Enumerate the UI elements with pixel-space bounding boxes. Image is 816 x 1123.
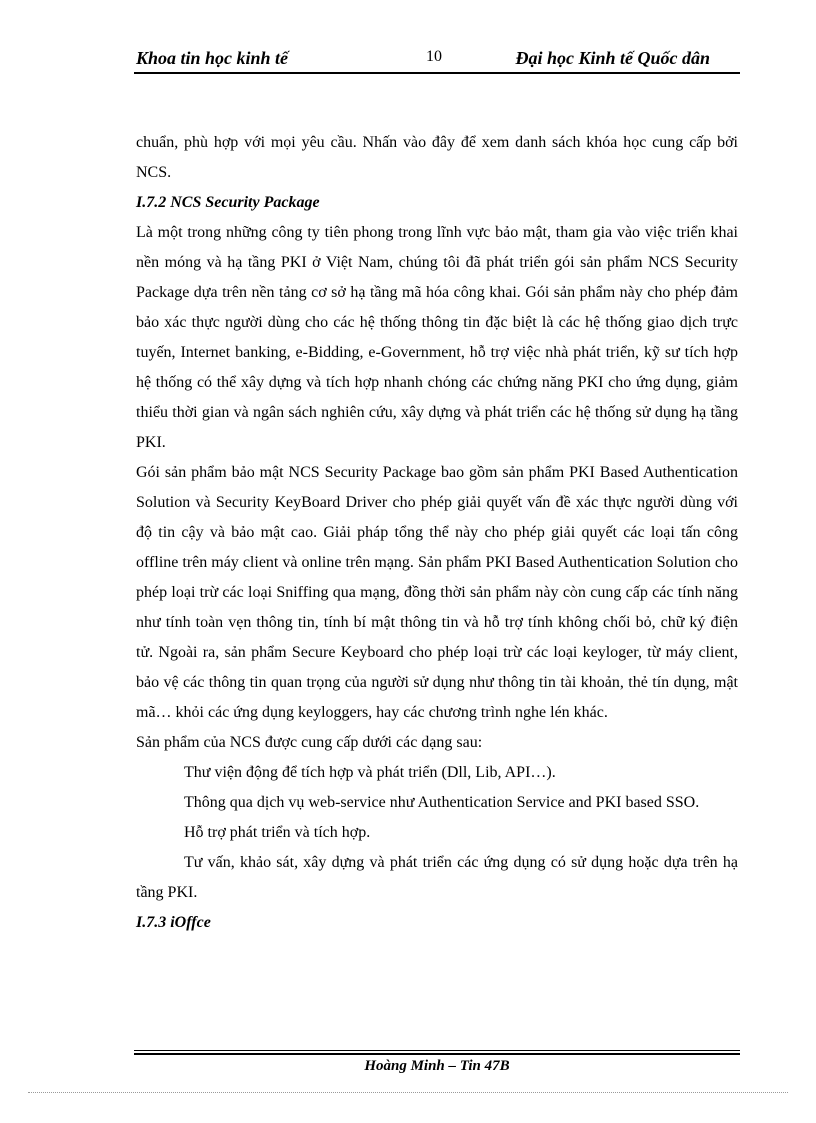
- footer-rule: [134, 1050, 740, 1055]
- section-heading-1-7-2: I.7.2 NCS Security Package: [136, 194, 320, 211]
- list-item: Tư vấn, khảo sát, xây dựng và phát triển các ứng dụng có sử dụng hoặc dựa trên hạ tầng PKI.: [136, 854, 738, 901]
- paragraph-intro: chuẩn, phù hợp với mọi yêu cầu. Nhấn vào đây để xem danh sách khóa học cung cấp bởi NCS.: [136, 134, 738, 181]
- paragraph-1: Là một trong những công ty tiên phong trong lĩnh vực bảo mật, tham gia vào việc triển khai nền móng và hạ tầng PKI ở Việt Nam, chúng tôi đã phát triển gói sản phẩm NCS Security Package dựa trên nền tảng cơ sở hạ tầng mã hóa công khai. Gói sản phẩm này cho phép đảm bảo xác thực người dùng cho các hệ thống thông tin đặc biệt là các hệ thống giao dịch trực tuyến, Internet banking, e-Bidding, e-Government, hỗ trợ việc nhà phát triển, kỹ sư tích hợp hệ thống có thể xây dựng và tích hợp nhanh chóng các chứng năng PKI cho ứng dụng, giảm thiểu thời gian và ngân sách nghiên cứu, xây dựng và phát triển các hệ thống sử dụng hạ tầng PKI.: [136, 224, 738, 451]
- section-heading-1-7-3: I.7.3 iOffce: [136, 914, 211, 931]
- paragraph-2: Gói sản phẩm bảo mật NCS Security Package bao gồm sản phẩm PKI Based Authentication Solution và Security KeyBoard Driver cho phép giải quyết vấn đề xác thực người dùng với độ tin cậy và bảo mật cao. Giải pháp tổng thể này cho phép giải quyết các loại tấn công offline trên máy client và online trên mạng. Sản phẩm PKI Based Authentication Solution cho phép loại trừ các loại Sniffing qua mạng, đồng thời sản phẩm này còn cung cấp các tính năng như tính toàn vẹn thông tin, tính bí mật thông tin và hỗ trợ tính không chối bỏ, chữ ký điện tử. Ngoài ra, sản phẩm Secure Keyboard cho phép loại trừ các loại keyloger, từ máy client, bảo vệ các thông tin quan trọng của người sử dụng như thông tin tài khoản, thẻ tín dụng, mật mã… khỏi các ứng dụng keyloggers, hay các chương trình nghe lén khác.: [136, 464, 738, 721]
- page-number: 10: [426, 48, 442, 65]
- page-bottom-dotted-line: [28, 1092, 788, 1093]
- page-header: [134, 46, 740, 74]
- header-university: Đại học Kinh tế Quốc dân: [515, 48, 710, 68]
- footer-author: Hoàng Minh – Tin 47B: [364, 1058, 510, 1074]
- list-item: Thông qua dịch vụ web-service như Authentication Service and PKI based SSO.: [184, 794, 700, 811]
- list-item: Thư viện động để tích hợp và phát triển (Dll, Lib, API…).: [184, 764, 556, 781]
- document-body: [136, 128, 738, 938]
- list-item: Hỗ trợ phát triển và tích hợp.: [184, 824, 371, 841]
- header-faculty: Khoa tin học kinh tế: [136, 48, 289, 68]
- paragraph-3: Sản phẩm của NCS được cung cấp dưới các dạng sau:: [136, 734, 483, 751]
